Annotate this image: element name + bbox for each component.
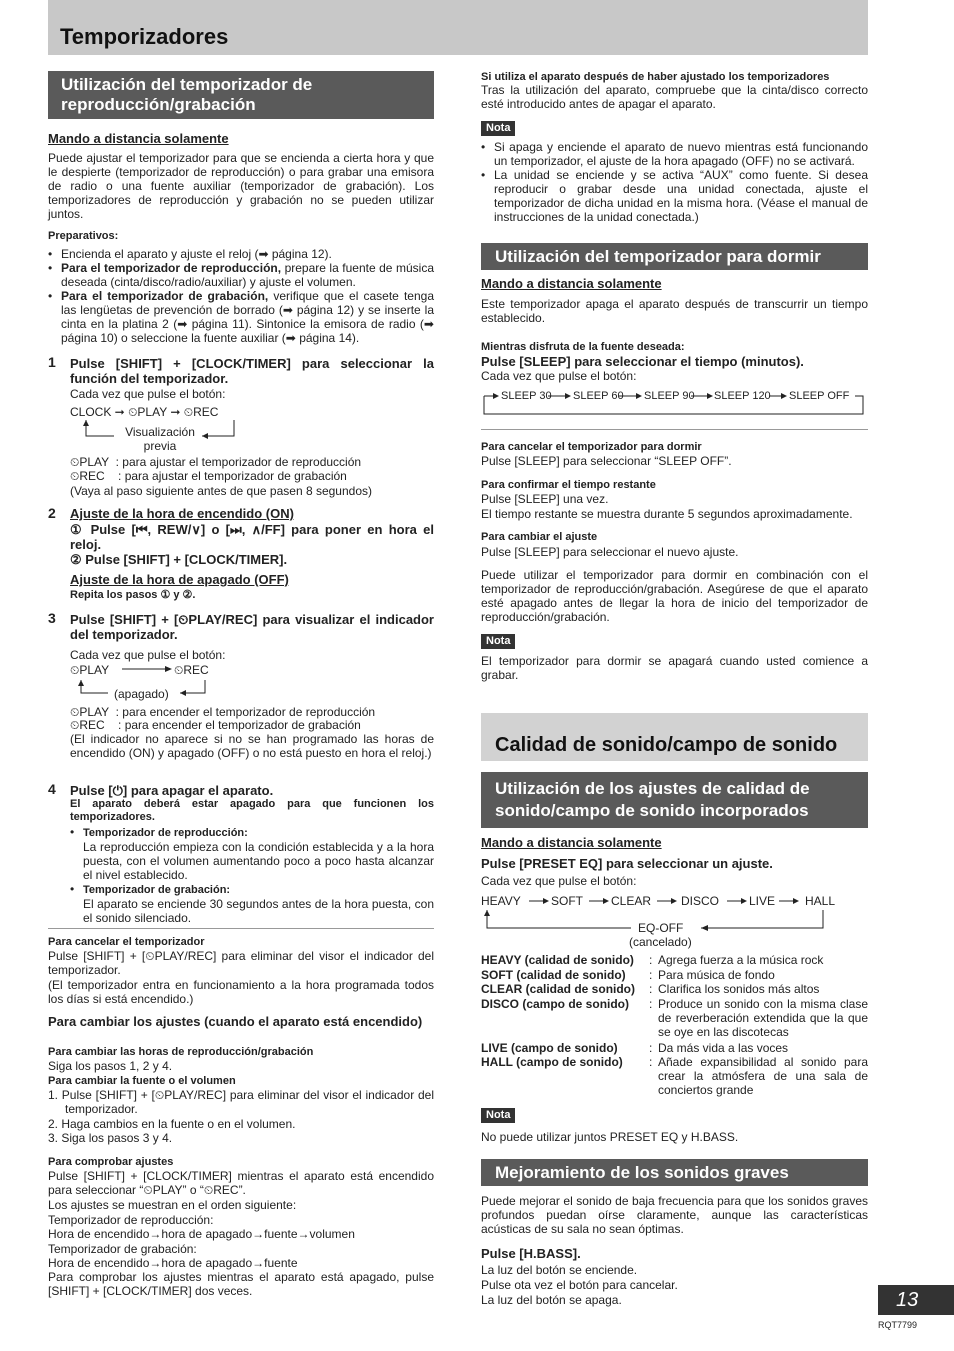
play-def: ⏲PLAY : para ajustar el temporizador de reproducción: [70, 455, 362, 469]
def-key: SOFT (calidad de sonido): [481, 968, 626, 982]
check-4: Hora de encendido→hora de apagado→fuente→volumen: [48, 1227, 355, 1241]
step-number: 2: [48, 505, 56, 521]
rec-def: ⏲REC : para ajustar el temporizador de grabación: [70, 469, 347, 483]
sleep-sequence: [481, 386, 868, 422]
change-src-1: 1. Pulse [SHIFT] + [⏲PLAY/REC] para eliminar del visor el indicador del temporizador.: [48, 1088, 434, 1116]
bold-lead: Para el temporizador de grabación,: [61, 289, 269, 303]
sleep-change: Pulse [SLEEP] para seleccionar el nuevo ajuste.: [481, 545, 739, 559]
item-text: La reproducción empieza con la condición establecida y a la hora puesta, con el volumen aumentando poco a poco hasta alcanzar el nivel establecido.: [83, 840, 434, 882]
list-item: [70, 825, 434, 882]
section-title: Calidad de sonido/campo de sonido: [495, 734, 838, 756]
remote-only-label: Mando a distancia solamente: [481, 835, 662, 850]
sleep-press: Pulse [SLEEP] para seleccionar el tiempo (minutos).: [481, 354, 804, 369]
step-number: 3: [48, 610, 56, 626]
nota-label: Nota: [481, 121, 515, 136]
eq-sequence: [481, 892, 868, 952]
sleep-confirm: Pulse [SLEEP] una vez.: [481, 492, 609, 506]
cancel-text: Pulse [SHIFT] + [⏲PLAY/REC] para eliminar del visor el indicador del temporizador.: [48, 949, 434, 977]
eq-opt: HEAVY: [481, 894, 521, 908]
step-note: (El indicador no aparece si no se han programado las horas de encendido (ON) y apagado (OFF) o no está puesto en hora el reloj.): [70, 732, 434, 760]
after-title: Si utiliza el aparato después de haber ajustado los temporizadores: [481, 71, 830, 83]
change-src-title: Para cambiar la fuente o el volumen: [48, 1075, 236, 1087]
eq-off: EQ-OFF: [638, 921, 684, 935]
cancel-text-2: (El temporizador entra en funcionamiento a la hora programada todos los días si está encendido.): [48, 978, 434, 1006]
def-val: :: [649, 997, 653, 1011]
eq-opt: SOFT: [551, 894, 583, 908]
sleep-while: Mientras disfruta de la fuente deseada:: [481, 341, 685, 353]
step-1-text: Pulse [SHIFT] + [CLOCK/TIMER] para seleccionar la función del temporizador.: [70, 356, 434, 386]
list-item: [70, 882, 434, 925]
check-1: Pulse [SHIFT] + [CLOCK/TIMER] mientras el aparato está encendido para seleccionar “⏲PLAY” o “⏲REC”.: [48, 1169, 434, 1197]
play-def: ⏲PLAY : para encender el temporizador de reproducción: [70, 705, 376, 719]
timer-list: [70, 825, 434, 925]
def-val: :: [649, 982, 653, 996]
prep-title: Preparativos:: [48, 230, 119, 242]
check-3: Temporizador de reproducción:: [48, 1213, 214, 1227]
eq-opt: DISCO: [681, 894, 720, 908]
preview-label: Visualización previa: [125, 425, 195, 453]
check-7: Para comprobar los ajustes mientras el aparato está apagado, pulse [SHIFT] + [CLOCK/TIMER] dos veces.: [48, 1270, 434, 1298]
sleep-combo: Puede utilizar el temporizador para dormir en combinación con el temporizador de reproducción/grabación. Asegúrese de que el aparato esté apagado antes de llegar la hora de inicio del temporizador de reproducción/grabación.: [481, 568, 868, 624]
step-2-off: Ajuste de la hora de apagado (OFF): [70, 572, 289, 587]
item-title: Temporizador de grabación:: [83, 884, 231, 896]
rec-def: ⏲REC : para encender el temporizador de grabación: [70, 718, 361, 732]
step-number: 4: [48, 781, 56, 797]
list-item: [48, 289, 434, 345]
page-banner: [48, 0, 868, 55]
def-val: Clarifica los sonidos más altos: [658, 982, 820, 996]
off-label: (apagado): [114, 687, 169, 701]
list-item: [48, 261, 434, 289]
check-2: Los ajustes se muestran en el orden siguiente:: [48, 1198, 297, 1212]
remote-only-label: Mando a distancia solamente: [48, 131, 229, 146]
step-2-a: ① Pulse [⏮, REW/∨] o [⏭, ∧/FF] para poner en hora el reloj.: [70, 522, 434, 552]
change-src-2: 2. Haga cambios en la fuente o en el volumen.: [48, 1117, 296, 1131]
nota-label: Nota: [481, 1108, 515, 1123]
change-src-3: 3. Siga los pasos 3 y 4.: [48, 1131, 173, 1145]
text: verifique que el casete tenga las lengüetas de prevención de borrado (➡ página 12) y se inserte la cinta en la platina 2 (➡ página 11). Sintonice la emisora de radio (➡ página 10) o seleccione la fuente auxiliar (➡ página 14).: [61, 289, 434, 345]
nota-label: Nota: [481, 634, 515, 649]
nota-list: [481, 140, 868, 224]
sleep-opt: SLEEP 120: [714, 390, 771, 402]
def-val: Produce un sonido con la misma clase de reverberación extendida que la que se oye en las discotecas: [658, 997, 868, 1039]
eq-opt: CLEAR: [611, 894, 652, 908]
sleep-confirm-2: El tiempo restante se muestra durante 5 segundos aproximadamente.: [481, 507, 853, 521]
prep-list: [48, 247, 434, 345]
sleep-confirm-title: Para confirmar el tiempo restante: [481, 479, 656, 491]
def-key: HALL (campo de sonido): [481, 1055, 623, 1069]
section-title: Utilización de los ajustes de calidad de sonido/campo de sonido incorporados: [495, 779, 810, 820]
page-number: 13: [878, 1285, 954, 1315]
each-press: Cada vez que pulse el botón:: [481, 369, 637, 383]
change-hours: Siga los pasos 1, 2 y 4.: [48, 1059, 173, 1073]
def-val: Para música de fondo: [658, 968, 775, 982]
check-title: Para comprobar ajustes: [48, 1156, 174, 1168]
change-title: Para cambiar los ajustes (cuando el aparato está encendido): [48, 1014, 423, 1029]
item-title: Temporizador de reproducción:: [83, 827, 248, 839]
eq-opt: HALL: [805, 894, 836, 908]
eq-nota: No puede utilizar juntos PRESET EQ y H.BASS.: [481, 1130, 739, 1144]
sequence: CLOCK ➞ ⏲PLAY ➞ ⏲REC: [70, 405, 219, 419]
def-key: HEAVY (calidad de sonido): [481, 953, 634, 967]
def-val: Da más vida a las voces: [658, 1041, 789, 1055]
def-key: CLEAR (calidad de sonido): [481, 982, 636, 996]
bass-2: Pulse ota vez el botón para cancelar.: [481, 1278, 678, 1292]
sleep-nota: El temporizador para dormir se apagará cuando usted comience a grabar.: [481, 654, 868, 682]
intro-text: Puede ajustar el temporizador para que se encienda a cierta hora y que le despierte (temporizador de reproducción) o para grabar una emisora de radio o una fuente auxiliar (temporizador de grabación). Los temporizadores de reproducción y grabación no se pueden utilizar juntos.: [48, 151, 434, 221]
section-header-sleep: [481, 243, 868, 270]
step-4-text: Pulse [⏻] para apagar el aparato.: [70, 783, 274, 798]
loop-arrow: [80, 418, 240, 440]
step-3-text: Pulse [SHIFT] + [⏲PLAY/REC] para visualizar el indicador del temporizador.: [70, 612, 434, 642]
text: prepare la fuente de música deseada (cinta/disco/radio/auxiliar) y ajuste el volumen.: [61, 261, 434, 289]
step-number: 1: [48, 354, 56, 370]
list-item: • La unidad se enciende y se activa “AUX” como fuente. Si desea reproducir o grabar desde una unidad conectada, ajuste el temporizador de dicha unidad en la misma hora. (Véase el manual de instrucciones de la unidad conectada.): [481, 168, 868, 224]
bold-lead: Para el temporizador de reproducción,: [61, 261, 282, 275]
page-title: Temporizadores: [60, 24, 229, 49]
def-key: LIVE (campo de sonido): [481, 1041, 618, 1055]
bass-3: La luz del botón se apaga.: [481, 1293, 622, 1307]
bass-1: La luz del botón se enciende.: [481, 1263, 638, 1277]
eq-opt: LIVE: [749, 894, 776, 908]
step-4-sub: El aparato deberá estar apagado para que funcionen los temporizadores.: [70, 798, 434, 823]
step-2-repeat: Repita los pasos ① y ②.: [70, 589, 196, 601]
step-note: (Vaya al paso siguiente antes de que pasen 8 segundos): [70, 484, 372, 498]
def-val: Agrega fuerza a la música rock: [658, 953, 824, 967]
sleep-intro: Este temporizador apaga el aparato después de transcurrir un tiempo establecido.: [481, 297, 868, 325]
list-item: • Si apaga y enciende el aparato de nuevo mientras está funcionando un temporizador, el ajuste de la hora apagado (OFF) no se activará.: [481, 140, 868, 168]
cancel-title: Para cancelar el temporizador: [48, 936, 205, 948]
change-hours-title: Para cambiar las horas de reproducción/grabación: [48, 1046, 314, 1058]
sleep-cancel: Pulse [SLEEP] para seleccionar “SLEEP OFF”.: [481, 454, 732, 468]
bass-intro: Puede mejorar el sonido de baja frecuencia para que los sonidos graves profundos puedan oírse claramente, aunque las características acústicas de su sala no sean óptimas.: [481, 1194, 868, 1236]
model-code: RQT7799: [878, 1320, 918, 1330]
section-header-play-rec: [48, 71, 434, 119]
check-5: Temporizador de grabación:: [48, 1242, 197, 1256]
section-header-sound: [481, 713, 868, 761]
sleep-opt: SLEEP OFF: [789, 390, 850, 402]
section-title: Utilización del temporizador para dormir: [495, 247, 821, 266]
seq-rec: ⏲REC: [174, 663, 209, 677]
def-key: DISCO (campo de sonido): [481, 997, 630, 1011]
each-press: Cada vez que pulse el botón:: [70, 387, 226, 401]
after-text: Tras la utilización del aparato, compruebe que la cinta/disco correcto esté introducido antes de apagar el aparato.: [481, 83, 868, 111]
section-title: Utilización del temporizador de reproducción/grabación: [61, 75, 313, 114]
sleep-cancel-title: Para cancelar el temporizador para dormir: [481, 441, 702, 453]
section-header-bass: [481, 1159, 868, 1186]
step-2-b: ② Pulse [SHIFT] + [CLOCK/TIMER].: [70, 552, 288, 567]
def-val: :: [649, 953, 653, 967]
bass-press: Pulse [H.BASS].: [481, 1246, 581, 1261]
each-press: Cada vez que pulse el botón:: [481, 874, 637, 888]
section-title: Mejoramiento de los sonidos graves: [495, 1163, 789, 1182]
divider: [481, 429, 868, 430]
sleep-change-title: Para cambiar el ajuste: [481, 531, 598, 543]
sleep-opt: SLEEP 90: [644, 390, 695, 402]
check-6: Hora de encendido→hora de apagado→fuente: [48, 1256, 298, 1270]
item-text: El aparato se enciende 30 segundos antes de la hora puesta, con el sonido silenciado.: [83, 897, 434, 925]
section-header-sound-sub: [481, 772, 868, 828]
step-2-title: Ajuste de la hora de encendido (ON): [70, 506, 294, 521]
eq-press: Pulse [PRESET EQ] para seleccionar un ajuste.: [481, 856, 773, 871]
each-press: Cada vez que pulse el botón:: [70, 648, 226, 662]
sleep-opt: SLEEP 60: [573, 390, 624, 402]
list-item: • Encienda el aparato y ajuste el reloj (➡ página 12).: [48, 247, 434, 261]
seq-play: ⏲PLAY: [70, 663, 110, 677]
def-val: Añade expansibilidad al sonido para crear la atmósfera de una sala de conciertos grande: [658, 1055, 868, 1097]
def-val: :: [649, 1055, 653, 1069]
sleep-opt: SLEEP 30: [501, 390, 552, 402]
def-val: :: [649, 968, 653, 982]
def-val: :: [649, 1041, 653, 1055]
divider: [48, 928, 434, 929]
remote-only-label: Mando a distancia solamente: [481, 276, 662, 291]
eq-off-cancel: (cancelado): [629, 935, 692, 949]
